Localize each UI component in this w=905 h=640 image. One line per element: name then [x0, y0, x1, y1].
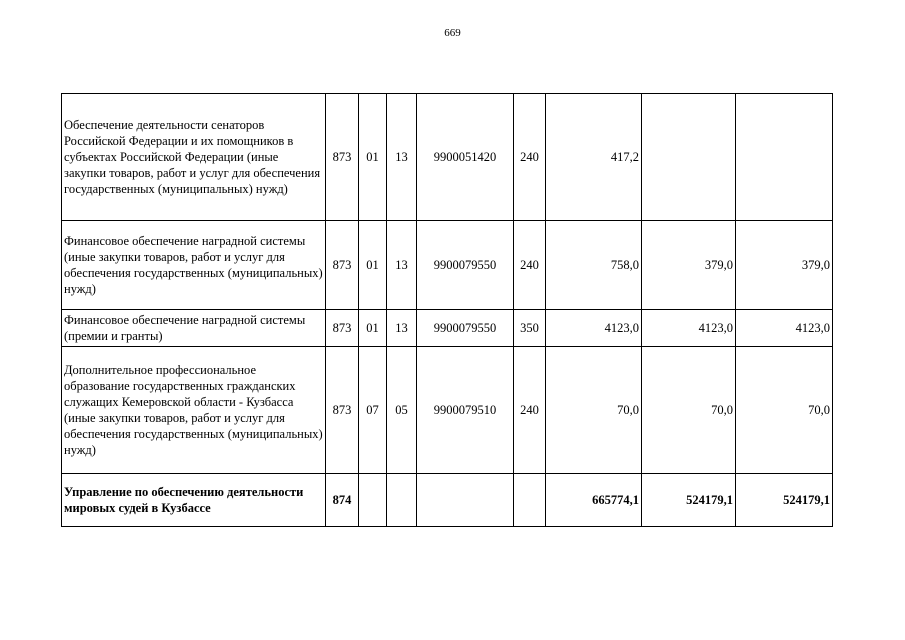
amount-year-2: 4123,0 [642, 310, 736, 347]
table-row [62, 221, 833, 310]
amount-year-1: 758,0 [546, 221, 642, 310]
expense-type-code: 240 [514, 94, 546, 221]
table-row-total [62, 474, 833, 527]
row-description: Финансовое обеспечение наградной системы (иные закупки товаров, работ и услуг для обеспечения государственных (муниципальных) нужд) [62, 221, 326, 310]
expense-type-code: 240 [514, 347, 546, 474]
amount-year-2: 524179,1 [642, 474, 736, 527]
amount-year-2 [642, 94, 736, 221]
page-number: 669 [444, 27, 461, 39]
ministry-code: 873 [326, 94, 359, 221]
amount-year-1: 4123,0 [546, 310, 642, 347]
amount-year-2: 379,0 [642, 221, 736, 310]
expense-type-code: 350 [514, 310, 546, 347]
amount-year-3 [736, 94, 833, 221]
subsection-code [387, 474, 417, 527]
subsection-code: 13 [387, 94, 417, 221]
section-code [359, 474, 387, 527]
amount-year-3: 70,0 [736, 347, 833, 474]
section-code: 07 [359, 347, 387, 474]
row-description: Обеспечение деятельности сенаторов Российской Федерации и их помощников в субъектах Российской Федерации (иные закупки товаров, работ и услуг для обеспечения государственных (муниципальных) нужд) [62, 94, 326, 221]
subsection-code: 13 [387, 221, 417, 310]
row-description: Дополнительное профессиональное образование государственных гражданских служащих Кемеровской области - Кузбасса (иные закупки товаров, работ и услуг для обеспечения государственных (муниципальных) нужд) [62, 347, 326, 474]
target-article-code: 9900079550 [417, 221, 514, 310]
table-row [62, 347, 833, 474]
subsection-code: 13 [387, 310, 417, 347]
target-article-code [417, 474, 514, 527]
target-article-code: 9900051420 [417, 94, 514, 221]
ministry-code: 874 [326, 474, 359, 527]
ministry-code: 873 [326, 310, 359, 347]
amount-year-3: 379,0 [736, 221, 833, 310]
amount-year-3: 524179,1 [736, 474, 833, 527]
section-code: 01 [359, 310, 387, 347]
amount-year-1: 70,0 [546, 347, 642, 474]
target-article-code: 9900079510 [417, 347, 514, 474]
amount-year-3: 4123,0 [736, 310, 833, 347]
amount-year-1: 417,2 [546, 94, 642, 221]
ministry-code: 873 [326, 347, 359, 474]
subsection-code: 05 [387, 347, 417, 474]
ministry-code: 873 [326, 221, 359, 310]
row-description: Управление по обеспечению деятельности мировых судей в Кузбассе [62, 474, 326, 527]
budget-table [61, 93, 833, 527]
expense-type-code: 240 [514, 221, 546, 310]
table-row [62, 94, 833, 221]
section-code: 01 [359, 94, 387, 221]
target-article-code: 9900079550 [417, 310, 514, 347]
amount-year-1: 665774,1 [546, 474, 642, 527]
section-code: 01 [359, 221, 387, 310]
table-row [62, 310, 833, 347]
amount-year-2: 70,0 [642, 347, 736, 474]
row-description: Финансовое обеспечение наградной системы (премии и гранты) [62, 310, 326, 347]
expense-type-code [514, 474, 546, 527]
